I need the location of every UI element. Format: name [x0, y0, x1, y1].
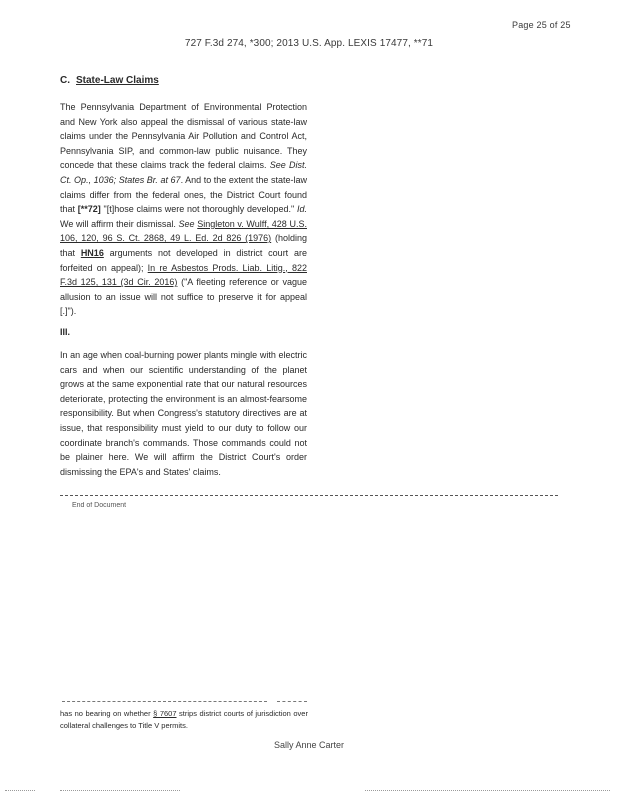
text-run: arguments not developed in district court are forfeited on appeal);: [60, 247, 307, 273]
end-divider: [60, 495, 558, 496]
case-citation-link[interactable]: , 428 U.S. 106, 120, 96 S. Ct. 2868, 49 L. Ed. 2d 826 (1976): [60, 218, 307, 244]
text-run: has no bearing on whether: [60, 709, 154, 718]
text-run: . And to the extent the state-law claims differ from the federal ones, the District Court found that: [60, 174, 307, 215]
case-citation-header: 727 F.3d 274, *300; 2013 U.S. App. LEXIS 17477, **71: [184, 38, 434, 49]
footnote-separator: [62, 701, 267, 702]
text-run: We will affirm their dismissal.: [60, 218, 179, 229]
case-citation-link[interactable]: , 822 F.3d 125, 131 (3d Cir. 2016): [60, 262, 307, 288]
end-of-document-label: End of Document: [72, 502, 127, 509]
headnote-link[interactable]: HN16: [80, 247, 104, 258]
id-signal: Id.: [297, 204, 308, 215]
section-letter: C.: [60, 75, 70, 86]
text-run: ("A fleeting reference or vague allusion to an issue will not suffice to preserve it for appeal [.]").: [60, 277, 307, 317]
record-citation: See Dist. Ct. Op., 1036; States Br. at 67: [60, 160, 307, 185]
page-number: Page 25 of 25: [512, 20, 571, 30]
state-law-claims-paragraph: [60, 100, 307, 319]
star-page-marker: [**72]: [77, 204, 101, 215]
scan-edge-mark: [60, 790, 180, 791]
scan-edge-mark: [5, 790, 35, 791]
case-link-asbestos[interactable]: In re Asbestos Prods. Liab. Litig.: [147, 262, 286, 273]
part-heading: III.: [60, 327, 71, 337]
scan-edge-mark: [365, 790, 610, 791]
case-link-singleton[interactable]: Singleton v. Wulff: [197, 218, 267, 229]
conclusion-paragraph: In an age when coal-burning power plants mingle with electric cars and when our scientific understanding of the planet grows at the same exponential rate that our natural resources deteriorate, protecting the environment is an almost-fearsome responsibility. But when Congress's statutory directives are at issue, that responsibility must yield to our duty to follow our coordinate branch's commands. Those commands could not be plainer here. We will affirm the District Court's order dismissing the EPA's and States' claims.: [60, 350, 307, 477]
section-title: State-Law Claims: [76, 75, 159, 86]
footnote-text: [60, 708, 308, 732]
text-run: (holding that: [60, 233, 307, 258]
footnote-separator-short: [277, 701, 307, 702]
statute-link[interactable]: § 7607: [153, 709, 177, 718]
signature-line: Sally Anne Carter: [273, 740, 345, 750]
text-run: The Pennsylvania Department of Environmental Protection and New York also appeal the dismissal of various state-law claims under the Pennsylvania Air Pollution and Control Act, Pennsylvania SIP, and common-law public nuisance. They concede that these claims track the federal claims.: [60, 102, 307, 171]
see-signal: See: [178, 218, 195, 229]
text-run: strips district courts of jurisdiction over collateral challenges to Title V permits.: [60, 709, 308, 730]
text-run: "[t]hose claims were not thoroughly developed.": [100, 204, 297, 215]
section-heading: [60, 75, 159, 86]
